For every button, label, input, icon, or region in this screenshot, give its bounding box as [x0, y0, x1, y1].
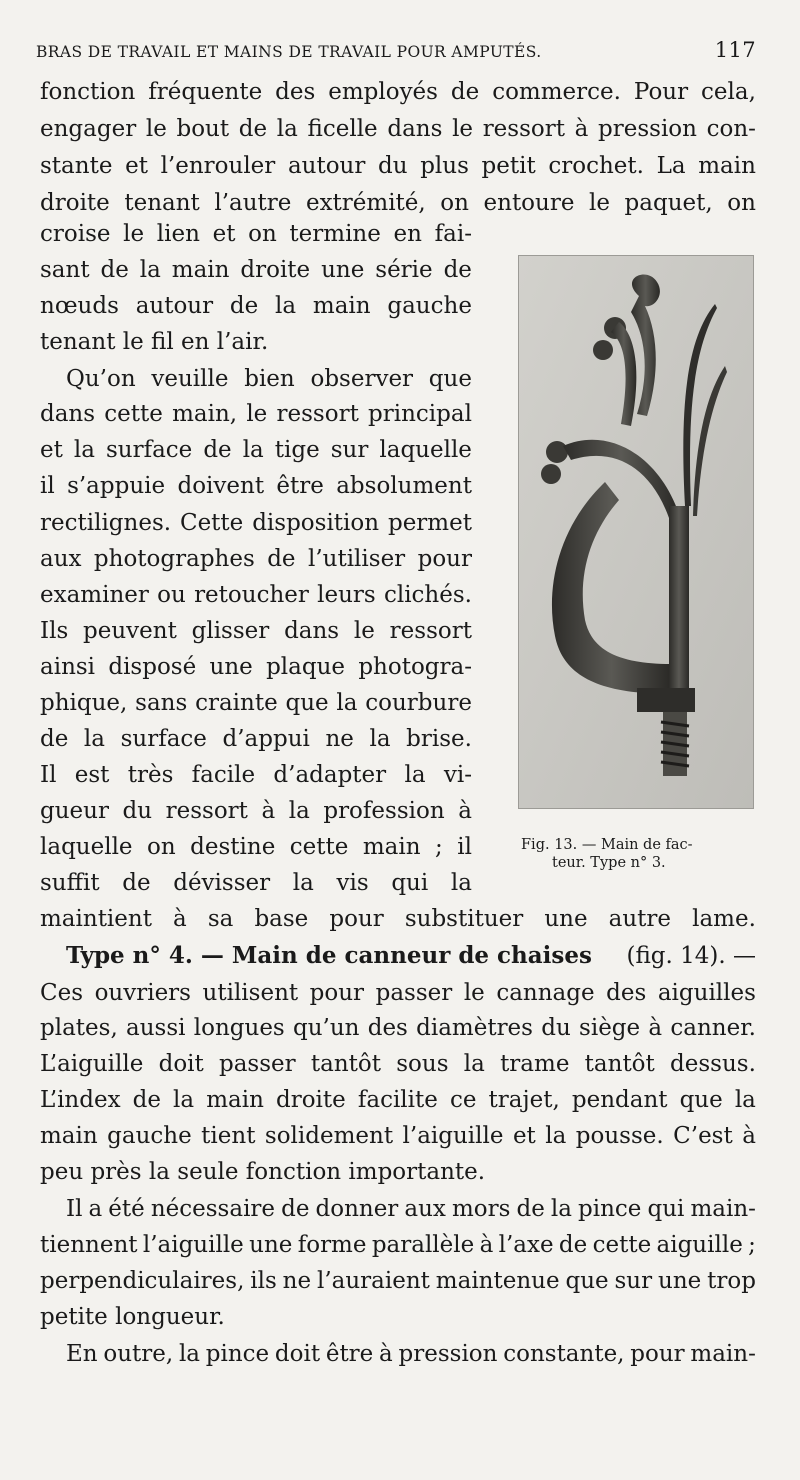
text-line: il s’appuie doivent être absolument — [40, 473, 472, 499]
prosthetic-hand-illustration — [519, 256, 753, 808]
text-line: perpendiculaires, ils ne l’auraient maintenue que sur une trop — [40, 1268, 756, 1294]
text-line: nœuds autour de la main gauche — [40, 293, 472, 319]
text-line: droite tenant l’autre extrémité, on entoure le paquet, on — [40, 190, 756, 216]
text-line: de la surface d’appui ne la brise. — [40, 726, 472, 752]
figure-13-photo — [518, 255, 754, 809]
caption-line: Fig. 13. — Main de fac- — [521, 837, 693, 853]
text-line: Ces ouvriers utilisent pour passer le cannage des aiguilles — [40, 980, 756, 1006]
caption-line: teur. Type n° 3. — [552, 855, 666, 871]
text-line: laquelle on destine cette main ; il — [40, 834, 472, 860]
text-line: L’index de la main droite facilite ce trajet, pendant que la — [40, 1087, 756, 1113]
text-line: Il a été nécessaire de donner aux mors de la pince qui main- — [66, 1196, 756, 1222]
text-line: gueur du ressort à la profession à — [40, 798, 472, 824]
text-line: Il est très facile d’adapter la vi- — [40, 762, 472, 788]
text-line: tiennent l’aiguille une forme parallèle à l’axe de cette aiguille ; — [40, 1232, 756, 1258]
section-heading: Type n° 4. — Main de canneur de chaises — [66, 942, 592, 969]
section-heading-line — [66, 942, 756, 970]
text-line: En outre, la pince doit être à pression constante, pour main- — [66, 1341, 756, 1367]
text-line: peu près la seule fonction importante. — [40, 1159, 486, 1185]
running-header — [36, 38, 756, 62]
text-line: phique, sans crainte que la courbure — [40, 690, 472, 716]
text-line: plates, aussi longues qu’un des diamètres du siège à canner. — [40, 1015, 756, 1041]
text-line: engager le bout de la ficelle dans le ressort à pression con- — [40, 116, 756, 142]
figure-caption — [521, 836, 757, 872]
text-line: suffit de dévisser la vis qui la — [40, 870, 472, 896]
text-line: examiner ou retoucher leurs clichés. — [40, 582, 472, 608]
page-number: 117 — [714, 38, 756, 62]
text-line: maintient à sa base pour substituer une autre lame. — [40, 906, 756, 932]
text-line: aux photographes de l’utiliser pour — [40, 546, 472, 572]
figure-reference: (fig. 14). — — [626, 943, 756, 969]
text-line: petite longueur. — [40, 1304, 225, 1330]
text-line: main gauche tient solidement l’aiguille et la pousse. C’est à — [40, 1123, 756, 1149]
text-line: dans cette main, le ressort principal — [40, 401, 472, 427]
text-line: fonction fréquente des employés de commerce. Pour cela, — [40, 79, 756, 105]
text-line: sant de la main droite une série de — [40, 257, 472, 283]
text-line: stante et l’enrouler autour du plus petit crochet. La main — [40, 153, 756, 179]
text-line: tenant le fil en l’air. — [40, 329, 269, 355]
text-line: L’aiguille doit passer tantôt sous la trame tantôt dessus. — [40, 1051, 756, 1077]
running-title: BRAS DE TRAVAIL ET MAINS DE TRAVAIL POUR AMPUTÉS. — [36, 43, 542, 61]
text-line: rectilignes. Cette disposition permet — [40, 510, 472, 536]
text-line: ainsi disposé une plaque photogra- — [40, 654, 472, 680]
text-line: et la surface de la tige sur laquelle — [40, 437, 472, 463]
text-line: croise le lien et on termine en fai- — [40, 221, 472, 247]
text-line: Qu’on veuille bien observer que — [66, 366, 472, 392]
text-line: Ils peuvent glisser dans le ressort — [40, 618, 472, 644]
